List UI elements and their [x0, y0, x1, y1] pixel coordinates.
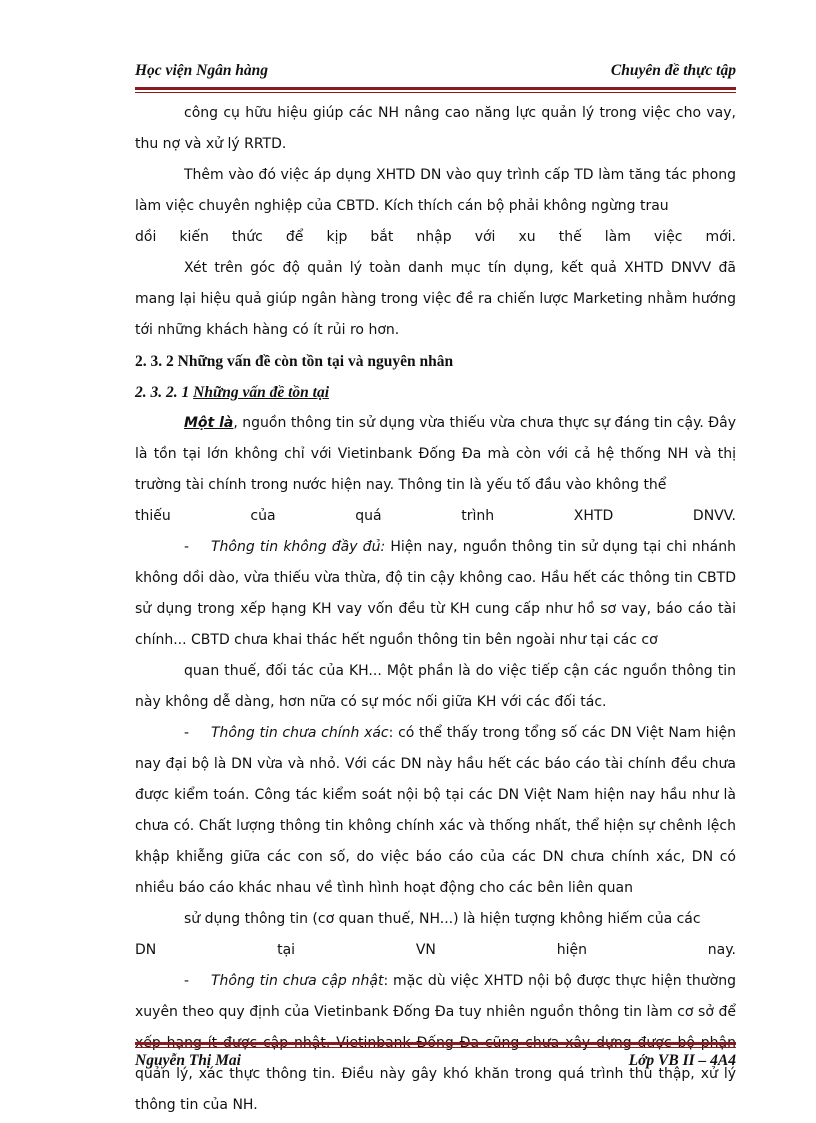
- footer-rule: [135, 1042, 736, 1048]
- lead-term: Thông tin chưa cập nhật: [211, 973, 384, 989]
- bullet-paragraph: - Thông tin chưa cập nhật: mặc dù việc XHTD nội bộ được thực hiện thường xuyên theo quy định của Vietinbank Đống Đa tuy nhiên nguồn thông tin làm cơ sở để xếp hạng ít được cập nhật. Vietinbank Đống Đa cũng chưa xây dựng được bộ phận quản lý, xác thực thông tin. Điều này gây khó khăn trong quá trình thu thập, xử lý thông tin của NH.: [135, 966, 736, 1121]
- footer-right: Lớp VB II – 4A4: [628, 1052, 736, 1069]
- paragraph: sử dụng thông tin (cơ quan thuế, NH...) là hiện tượng không hiếm của các: [184, 911, 701, 927]
- header-right: Chuyên đề thực tập: [610, 62, 736, 79]
- page-body: [135, 98, 736, 1121]
- paragraph: Thêm vào đó việc áp dụng XHTD DN vào quy trình cấp TD làm tăng tác phong làm việc chuyên nghiệp của CBTD. Kích thích cán bộ phải không ngừng trau: [135, 167, 736, 214]
- lead-term: Thông tin không đầy đủ:: [211, 539, 386, 555]
- bullet-dash: -: [184, 539, 190, 555]
- subsection-heading: 2. 3. 2. 1 Những vấn đề tồn tại: [135, 384, 330, 401]
- paragraph: thiếu của quá trình XHTD DNVV.: [135, 508, 736, 524]
- header-rule: [135, 87, 736, 93]
- footer-left: Nguyễn Thị Mai: [135, 1052, 241, 1069]
- page-header: [135, 58, 736, 84]
- page-footer: [135, 1052, 736, 1078]
- section-heading: 2. 3. 2 Những vấn đề còn tồn tại và nguyên nhân: [135, 353, 454, 370]
- bullet-dash: -: [184, 725, 190, 741]
- paragraph: DN tại VN hiện nay.: [135, 942, 736, 958]
- paragraph: công cụ hữu hiệu giúp các NH nâng cao năng lực quản lý trong việc cho vay, thu nợ và xử lý RRTD.: [135, 105, 736, 152]
- header-left: Học viện Ngân hàng: [135, 62, 269, 79]
- paragraph: Xét trên góc độ quản lý toàn danh mục tín dụng, kết quả XHTD DNVV đã mang lại hiệu quả giúp ngân hàng trong việc đề ra chiến lược Marketing nhằm hướng tới những khách hàng có ít rủi ro hơn.: [135, 260, 736, 338]
- paragraph: Một là, nguồn thông tin sử dụng vừa thiếu vừa chưa thực sự đáng tin cậy. Đây là tồn tại lớn không chỉ với Vietinbank Đống Đa mà còn với cả hệ thống NH và thị trường tài chính trong nước hiện nay. Thông tin là yếu tố đầu vào không thể: [135, 415, 736, 493]
- lead-term: Một là: [184, 415, 234, 431]
- bullet-dash: -: [184, 973, 190, 989]
- lead-term: Thông tin chưa chính xác: [211, 725, 389, 741]
- paragraph: quan thuế, đối tác của KH... Một phần là do việc tiếp cận các nguồn thông tin này không dễ dàng, hơn nữa có sự móc nối giữa KH với các đối tác.: [135, 663, 736, 710]
- bullet-paragraph: - Thông tin không đầy đủ: Hiện nay, nguồn thông tin sử dụng tại chi nhánh không dồi dào, vừa thiếu vừa thừa, độ tin cậy không cao. Hầu hết các thông tin CBTD sử dụng trong xếp hạng KH vay vốn đều từ KH cung cấp như hồ sơ vay, báo cáo tài chính... CBTD chưa khai thác hết nguồn thông tin bên ngoài như tại các cơ: [135, 532, 736, 656]
- paragraph: dồi kiến thức để kịp bắt nhập với xu thế làm việc mới.: [135, 229, 736, 245]
- bullet-paragraph: - Thông tin chưa chính xác: có thể thấy trong tổng số các DN Việt Nam hiện nay đại bộ là DN vừa và nhỏ. Với các DN này hầu hết các báo cáo tài chính đều chưa được kiểm toán. Công tác kiểm soát nội bộ tại các DN Việt Nam hiện nay hầu như là chưa có. Chất lượng thông tin không chính xác và thống nhất, thể hiện sự chênh lệch khập khiễng giữa các con số, do việc báo cáo của các DN chưa chính xác, DN có nhiều báo cáo khác nhau về tình hình hoạt động cho các bên liên quan: [135, 718, 736, 904]
